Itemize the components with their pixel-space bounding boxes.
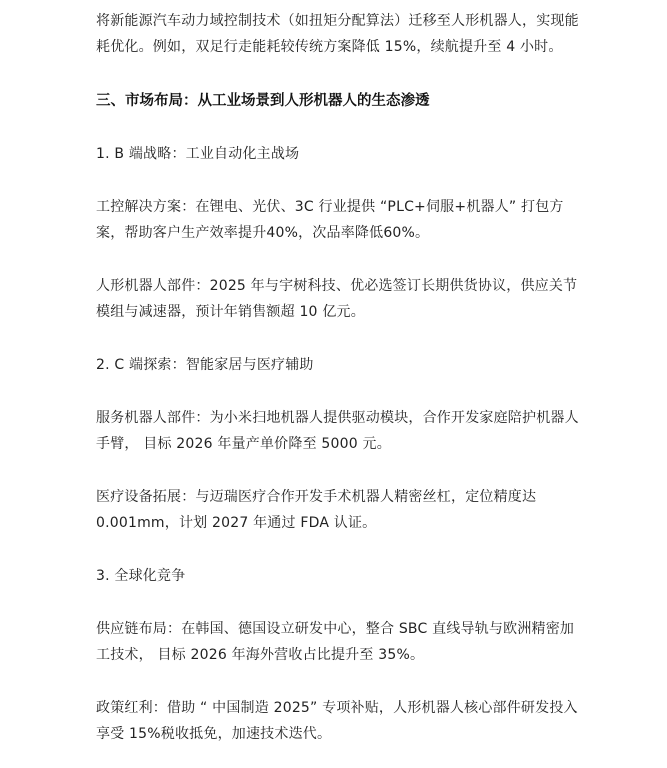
subheading-c-end-exploration: 2. C 端探索：智能家居与医疗辅助 — [96, 357, 314, 373]
paragraph-medical-expansion: 医疗设备拓展：与迈瑞医疗合作开发手术机器人精密丝杠，定位精度达 0.001mm，计划 2027 年通过 FDA 认证。 — [96, 489, 537, 531]
article-body — [96, 8, 580, 747]
subheading-global-competition: 3. 全球化竞争 — [96, 568, 186, 584]
paragraph-supply-chain: 供应链布局：在韩国、德国设立研发中心，整合 SBC 直线导轨与欧洲精密加工技术， 目标 2026 年海外营收占比提升至 35%。 — [96, 621, 575, 663]
section-heading-market-layout: 三、市场布局：从工业场景到人形机器人的生态渗透 — [96, 93, 430, 109]
paragraph-humanoid-parts: 人形机器人部件：2025 年与宇树科技、优必选签订长期供货协议，供应关节模组与减速器，预计年销售额超 10 亿元。 — [96, 278, 578, 320]
subheading-b-end-strategy: 1. B 端战略：工业自动化主战场 — [96, 146, 300, 162]
intro-paragraph: 将新能源汽车动力域控制技术（如扭矩分配算法）迁移至人形机器人，实现能耗优化。例如，双足行走能耗较传统方案降低 15%，续航提升至 4 小时。 — [96, 13, 579, 55]
paragraph-policy-bonus: 政策红利：借助 “ 中国制造 2025” 专项补贴，人形机器人核心部件研发投入享受 15%税收抵免，加速技术迭代。 — [96, 700, 578, 742]
paragraph-industrial-solutions: 工控解决方案：在锂电、光伏、3C 行业提供 “PLC+伺服+机器人” 打包方案，帮助客户生产效率提升40%，次品率降低60%。 — [96, 199, 564, 241]
paragraph-service-robot-parts: 服务机器人部件：为小米扫地机器人提供驱动模块，合作开发家庭陪护机器人手臂， 目标 2026 年量产单价降至 5000 元。 — [96, 410, 579, 452]
